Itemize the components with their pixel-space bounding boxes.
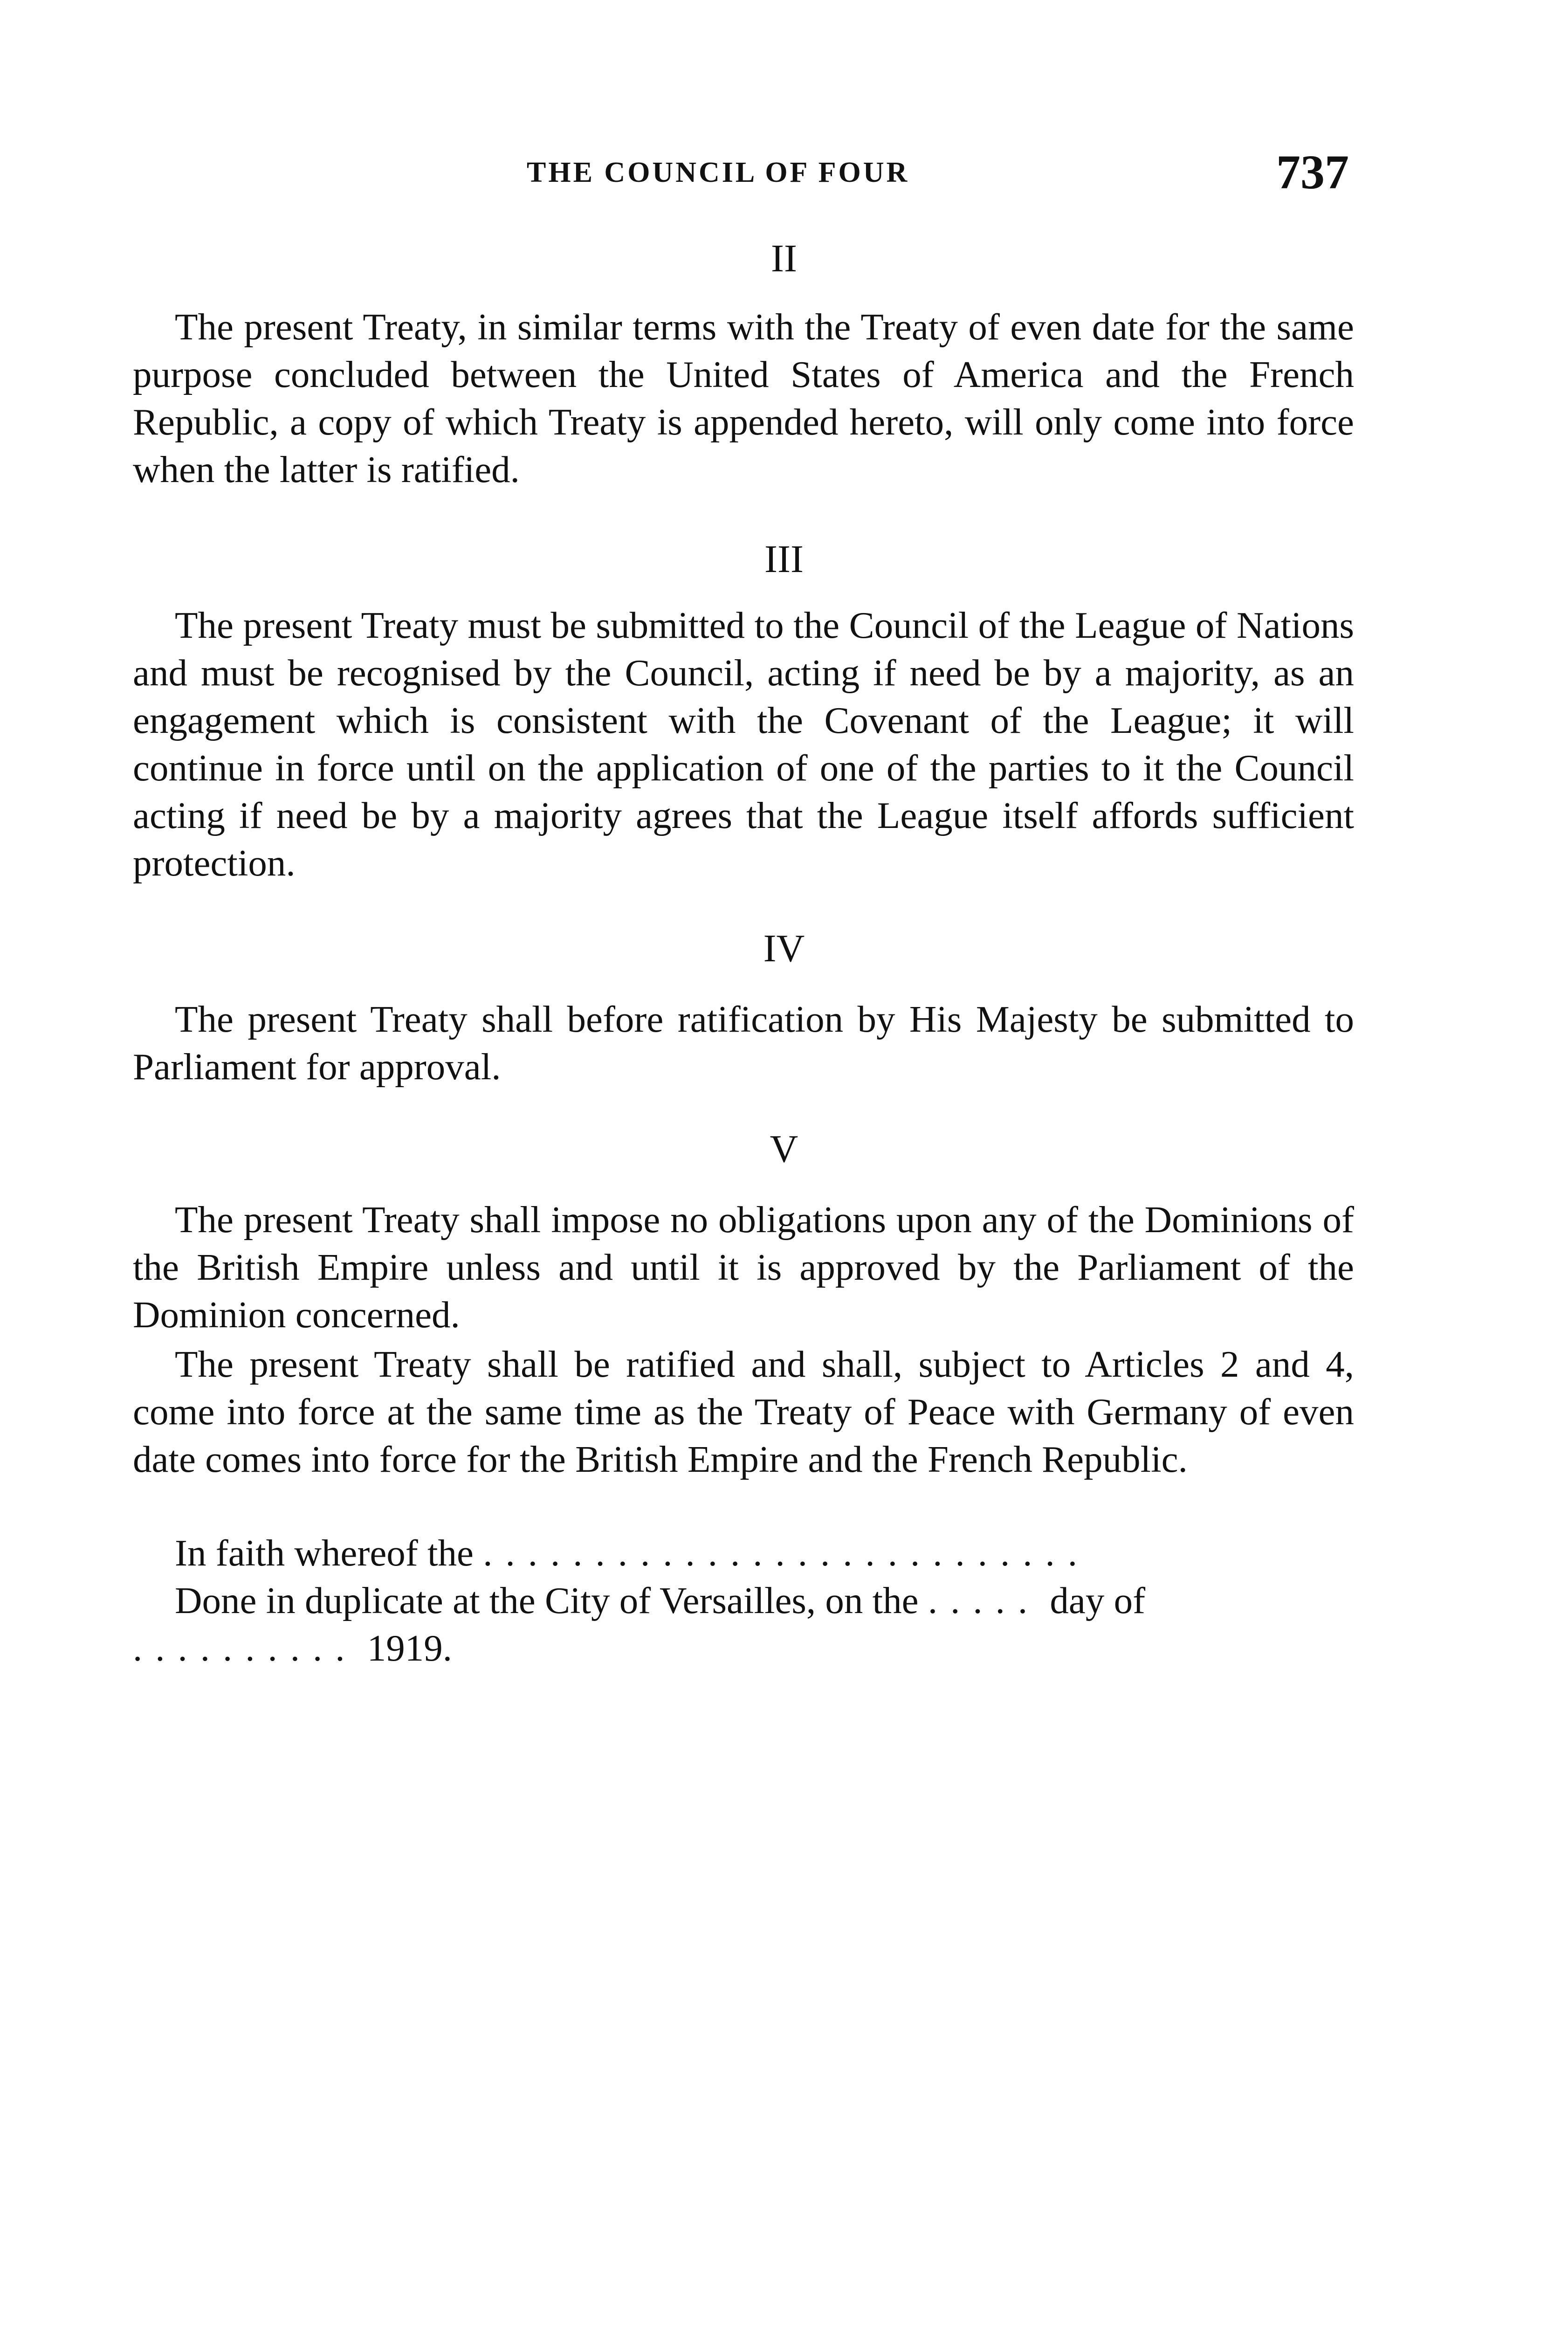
signature-block (133, 1529, 1354, 1672)
article-iv-heading: IV (763, 927, 805, 970)
done-line (133, 1577, 1354, 1624)
article-iii-heading: III (764, 538, 804, 581)
done-leader-1: ..... (928, 1579, 1041, 1621)
article-v-heading: V (770, 1127, 798, 1171)
done-leader-2: .......... (133, 1627, 358, 1669)
article-iv-paragraph: The present Treaty shall before ratification by His Majesty be submitted to Parliament for approval. (133, 998, 1354, 1088)
running-title: THE COUNCIL OF FOUR (527, 157, 910, 188)
page-number: 737 (1276, 145, 1349, 199)
done-text-2: day of (1050, 1579, 1146, 1621)
faith-line (133, 1529, 1354, 1577)
article-v-paragraph-1: The present Treaty shall impose no obligations upon any of the Dominions of the British Empire unless and until it is approved by the Parliament of the Dominion concerned. (133, 1199, 1354, 1336)
done-text-1: Done in duplicate at the City of Versailles, on the (175, 1579, 919, 1621)
date-line (133, 1624, 1354, 1672)
article-v-paragraph-2: The present Treaty shall be ratified and shall, subject to Articles 2 and 4, come into force at the same time as the Treaty of Peace with Germany of even date comes into force for the British Empire and the French Republic. (133, 1343, 1354, 1480)
article-ii-heading: II (771, 237, 797, 280)
article-iii-paragraph: The present Treaty must be submitted to the Council of the League of Nations and must be recognised by the Council, acting if need be by a majority, as an engagement which is consistent with the Covenant of the League; it will continue in force until on the application of one of the parties to it the Council acting if need be by a majority agrees that the League itself affords sufficient protection. (133, 604, 1354, 884)
faith-text: In faith whereof the (175, 1532, 474, 1574)
done-year: 1919. (367, 1627, 452, 1669)
article-ii-paragraph: The present Treaty, in similar terms with the Treaty of even date for the same purpose concluded between the United States of America and the French Republic, a copy of which Treaty is appended hereto, will only come into force when the latter is ratified. (133, 306, 1354, 490)
faith-leader: ........................... (483, 1532, 1090, 1574)
